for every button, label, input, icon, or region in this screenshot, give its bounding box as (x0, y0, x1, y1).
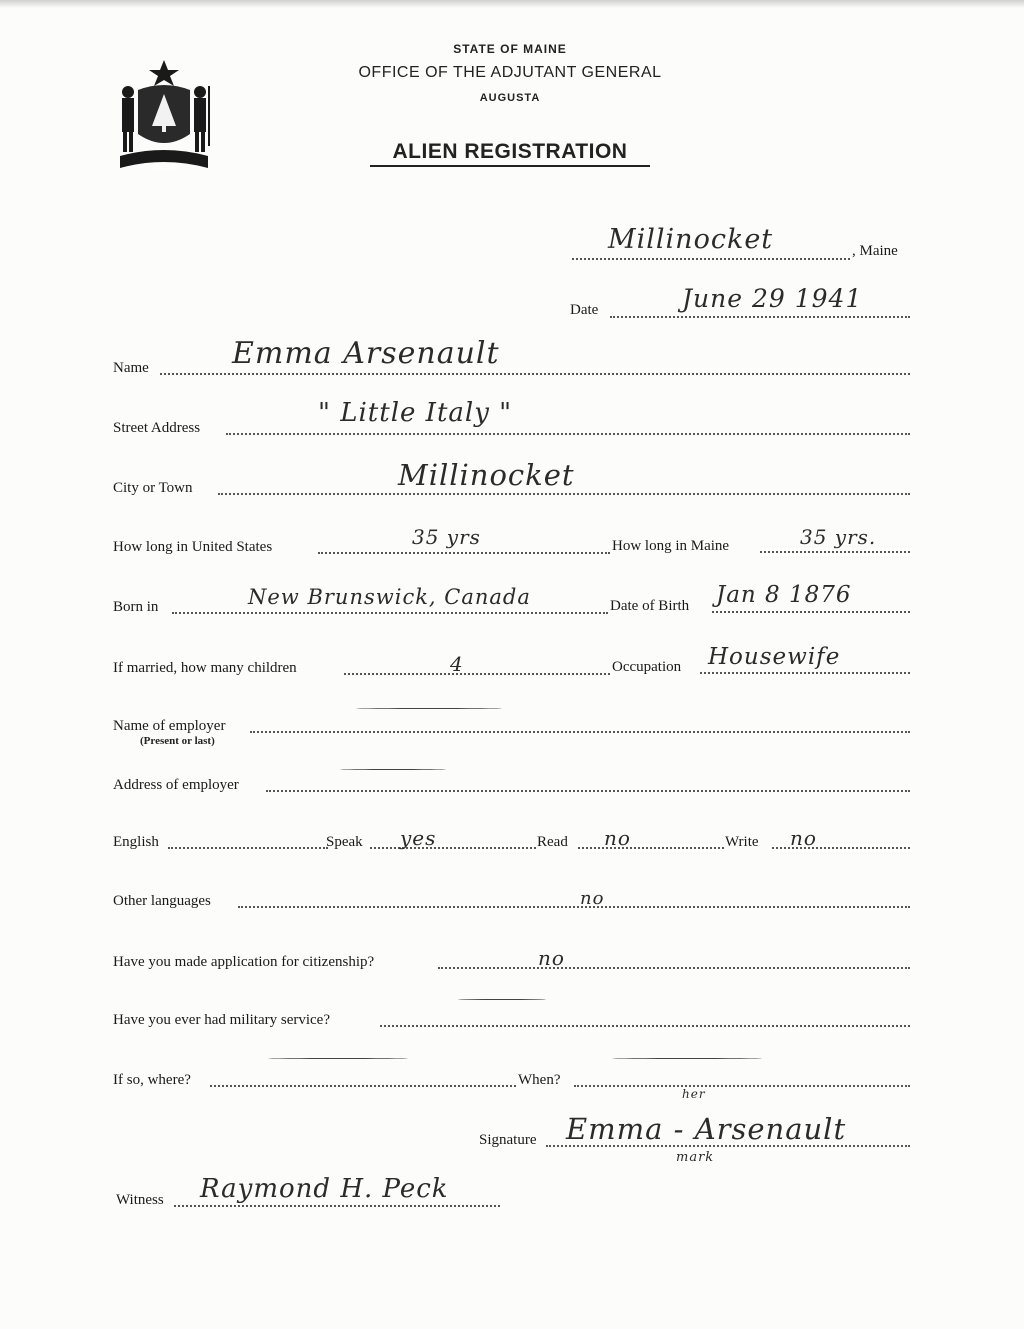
how-long-us-label: How long in United States (113, 539, 273, 555)
name-line (160, 373, 910, 375)
how-long-maine-value: 35 yrs. (800, 525, 877, 549)
employer-address-line (266, 790, 910, 792)
date-line (610, 316, 910, 318)
scan-edge (0, 0, 1024, 8)
occupation-line (700, 672, 910, 674)
children-line (344, 673, 610, 675)
signature-label: Signature (479, 1132, 537, 1148)
place-line (572, 258, 850, 260)
employer-name-label: Name of employer (113, 718, 226, 734)
read-line (578, 847, 724, 849)
header-city: AUGUSTA (479, 92, 541, 104)
citizenship-value: no (538, 946, 565, 970)
signature-mark: mark (676, 1150, 715, 1165)
how-long-us-line (318, 552, 610, 554)
read-label: Read (537, 834, 568, 850)
when-label: When? (518, 1072, 561, 1088)
write-value: no (790, 826, 817, 850)
when-line (574, 1085, 910, 1087)
other-languages-label: Other languages (113, 893, 211, 909)
state-seal-icon (108, 56, 220, 180)
military-line (380, 1025, 910, 1027)
citizenship-line (438, 967, 910, 969)
other-languages-value: no (580, 888, 605, 909)
occupation-label: Occupation (612, 659, 682, 675)
write-label: Write (725, 834, 759, 850)
dob-label: Date of Birth (610, 598, 690, 614)
employer-address-blank-stroke (340, 769, 446, 770)
children-value: 4 (450, 652, 464, 676)
name-label: Name (113, 360, 149, 376)
street-line (226, 433, 910, 435)
signature-her: her (682, 1087, 706, 1101)
title-underline (370, 165, 650, 167)
seal-ribbon-text: MAINE (151, 163, 177, 172)
signature-value: Emma - Arsenault (566, 1112, 847, 1146)
occupation-value: Housewife (708, 644, 841, 670)
how-long-maine-line (760, 551, 910, 553)
other-languages-line (238, 906, 910, 908)
employer-name-sublabel: (Present or last) (140, 735, 215, 747)
english-line (168, 847, 328, 849)
form-title: ALIEN REGISTRATION (392, 140, 628, 163)
dob-value: Jan 8 1876 (716, 582, 852, 608)
speak-line (370, 847, 536, 849)
english-label: English (113, 834, 159, 850)
children-label: If married, how many children (113, 660, 297, 676)
city-line (218, 493, 910, 495)
street-value: " Little Italy " (318, 398, 513, 428)
military-blank-stroke (458, 999, 546, 1000)
where-blank-stroke (268, 1058, 408, 1059)
read-value: no (604, 826, 631, 850)
military-label: Have you ever had military service? (113, 1012, 330, 1028)
how-long-us-value: 35 yrs (412, 525, 481, 549)
place-value: Millinocket (608, 224, 774, 255)
city-label: City or Town (113, 480, 193, 496)
where-label: If so, where? (113, 1072, 191, 1088)
date-value: June 29 1941 (682, 284, 863, 313)
dob-line (712, 611, 910, 613)
speak-label: Speak (326, 834, 363, 850)
name-value: Emma Arsenault (232, 336, 500, 371)
how-long-maine-label: How long in Maine (612, 538, 730, 554)
witness-value: Raymond H. Peck (200, 1174, 449, 1204)
witness-label: Witness (116, 1192, 164, 1208)
where-line (210, 1085, 516, 1087)
witness-line (174, 1205, 500, 1207)
employer-name-line (250, 731, 910, 733)
date-label: Date (570, 302, 599, 318)
employer-name-blank-stroke (356, 708, 502, 709)
header-office: OFFICE OF THE ADJUTANT GENERAL (358, 64, 662, 81)
citizenship-label: Have you made application for citizenship? (113, 954, 375, 970)
born-in-label: Born in (113, 599, 159, 615)
when-blank-stroke (612, 1058, 762, 1059)
street-label: Street Address (113, 420, 201, 436)
employer-address-label: Address of employer (113, 777, 239, 793)
header-state: STATE OF MAINE (453, 42, 567, 56)
born-in-value: New Brunswick, Canada (248, 585, 531, 609)
speak-value: yes (400, 826, 437, 850)
city-value: Millinocket (398, 458, 575, 492)
born-in-line (172, 612, 608, 614)
place-suffix: , Maine (852, 243, 898, 259)
